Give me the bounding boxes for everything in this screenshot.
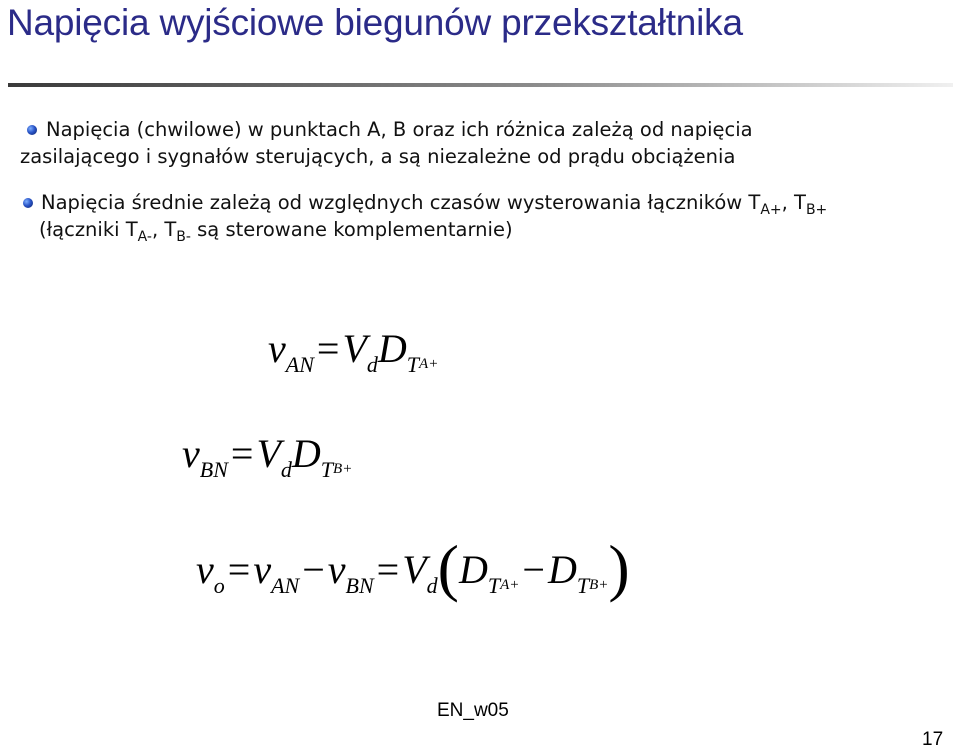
eq-subsubscript: A+ bbox=[419, 356, 439, 372]
bullet-2-line-1 bbox=[41, 189, 827, 216]
eq-subscript: BN bbox=[345, 573, 374, 598]
eq-operator: − bbox=[302, 547, 325, 592]
eq-symbol: D bbox=[377, 326, 407, 371]
eq-subscript: o bbox=[213, 573, 225, 598]
eq-symbol: D bbox=[547, 547, 577, 592]
subscript: A- bbox=[137, 229, 152, 245]
separator: , T bbox=[781, 191, 806, 214]
equation-vo bbox=[196, 525, 630, 603]
page-number: 17 bbox=[922, 729, 944, 750]
footer-code: EN_w05 bbox=[437, 700, 509, 721]
bullet-2-line-2 bbox=[39, 216, 513, 243]
eq-symbol: V bbox=[342, 326, 367, 371]
bullet-2-text: (łączniki T bbox=[39, 218, 138, 241]
eq-operator: = bbox=[227, 547, 251, 592]
eq-subscript: d bbox=[426, 573, 438, 598]
eq-subsubscript: B+ bbox=[589, 577, 609, 593]
eq-operator: = bbox=[230, 431, 254, 476]
eq-operator: − bbox=[522, 547, 545, 592]
eq-subscript: AN bbox=[285, 352, 314, 377]
eq-operator: = bbox=[376, 547, 400, 592]
title-divider bbox=[8, 83, 953, 87]
eq-left-paren: ( bbox=[437, 532, 459, 603]
eq-symbol: V bbox=[402, 547, 427, 592]
eq-subscript: T bbox=[576, 573, 590, 598]
equation-vbn bbox=[182, 430, 353, 482]
eq-subscript: d bbox=[366, 352, 378, 377]
eq-symbol: v bbox=[182, 431, 200, 476]
eq-subscript: T bbox=[487, 573, 501, 598]
separator: , T bbox=[151, 218, 177, 241]
eq-symbol: v bbox=[268, 326, 286, 371]
eq-symbol: v bbox=[253, 547, 272, 592]
subscript: A+ bbox=[760, 202, 782, 218]
eq-symbol: V bbox=[256, 431, 281, 476]
eq-symbol: D bbox=[291, 431, 321, 476]
eq-subscript: T bbox=[320, 457, 334, 482]
bullet-icon bbox=[27, 125, 37, 135]
eq-subscript: AN bbox=[271, 573, 300, 598]
eq-symbol: v bbox=[196, 547, 214, 592]
slide-title: Napięcia wyjściowe biegunów przekształtnika bbox=[7, 2, 743, 43]
eq-subsubscript: A+ bbox=[500, 577, 520, 593]
bullet-1-line-2: zasilającego i sygnałów sterujących, a są niezależne od prądu obciążenia bbox=[20, 145, 736, 168]
subscript: B- bbox=[176, 229, 191, 245]
eq-operator: = bbox=[316, 326, 340, 371]
bullet-icon bbox=[23, 198, 33, 208]
eq-symbol: v bbox=[327, 547, 346, 592]
eq-right-paren: ) bbox=[608, 532, 630, 603]
eq-subsubscript: B+ bbox=[333, 461, 353, 477]
equation-van bbox=[268, 325, 439, 377]
eq-subscript: d bbox=[280, 457, 292, 482]
eq-subscript: BN bbox=[199, 457, 228, 482]
subscript: B+ bbox=[805, 202, 828, 218]
eq-symbol: D bbox=[458, 547, 488, 592]
bullet-1-line-1: Napięcia (chwilowe) w punktach A, B oraz ich różnica zależą od napięcia bbox=[46, 118, 753, 141]
bullet-2-text: Napięcia średnie zależą od względnych czasów wysterowania łączników T bbox=[41, 191, 761, 214]
bullet-2-rest: są sterowane komplementarnie) bbox=[190, 218, 513, 241]
eq-subscript: T bbox=[406, 352, 420, 377]
